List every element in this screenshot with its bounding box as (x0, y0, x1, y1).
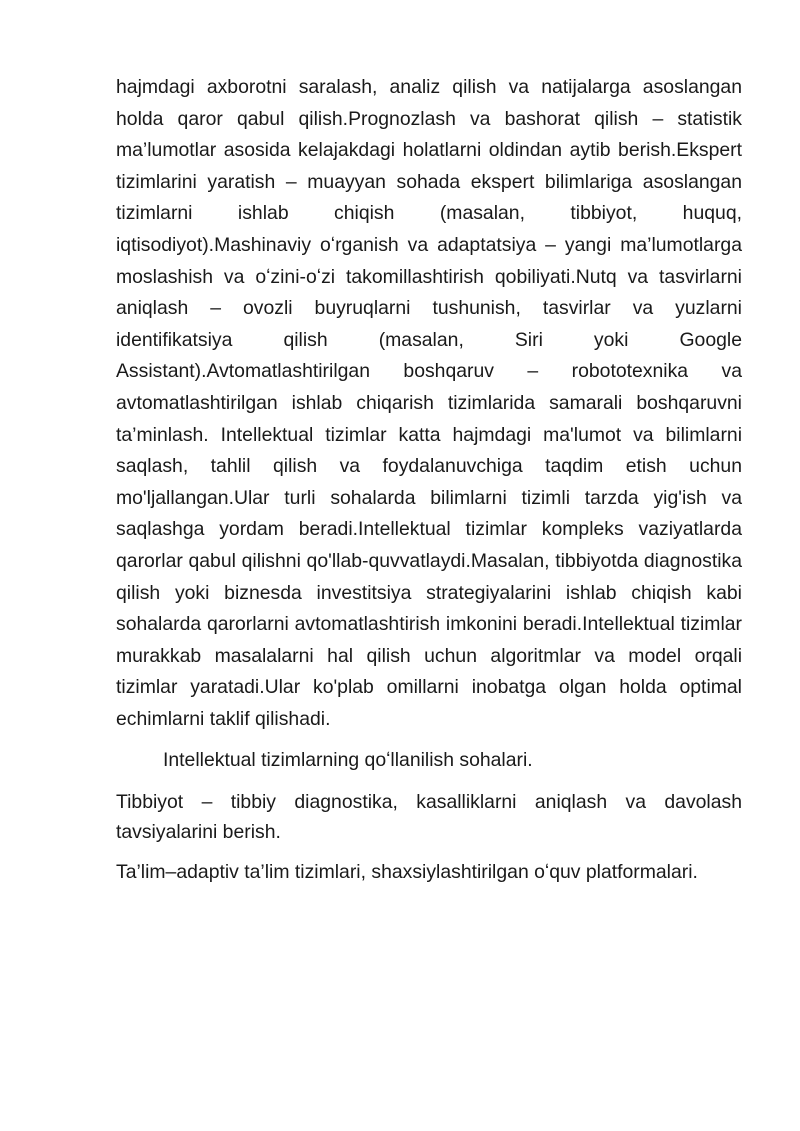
main-paragraph: hajmdagi axborotni saralash, analiz qilish va natijalarga asoslangan holda qaror qabul qilish.Prognozlash va bashorat qilish – statistik ma’lumotlar asosida kelajakdagi holatlarni oldindan aytib berish.Ekspert tizimlarini yaratish – muayyan sohada ekspert bilimlariga asoslangan tizimlarni ishlab chiqish (masalan, tibbiyot, huquq, iqtisodiyot).Mashinaviy oʻrganish va adaptatsiya – yangi ma’lumotlarga moslashish va oʻzini-oʻzi takomillashtirish qobiliyati.Nutq va tasvirlarni aniqlash – ovozli buyruqlarni tushunish, tasvirlar va yuzlarni identifikatsiya qilish (masalan, Siri yoki Google Assistant).Avtomatlashtirilgan boshqaruv – robototexnika va avtomatlashtirilgan ishlab chiqarish tizimlarida samarali boshqaruvni ta’minlash. Intellektual tizimlar katta hajmdagi ma'lumot va bilimlarni saqlash, tahlil qilish va foydalanuvchiga taqdim etish uchun mo'ljallangan.Ular turli sohalarda bilimlarni tizimli tarzda yig'ish va saqlashga yordam beradi.Intellektual tizimlar kompleks vaziyatlarda qarorlar qabul qilishni qo'llab-quvvatlaydi.Masalan, tibbiyotda diagnostika qilish yoki biznesda investitsiya strategiyalarini ishlab chiqish kabi sohalarda qarorlarni avtomatlashtirish imkonini beradi.Intellektual tizimlar murakkab masalalarni hal qilish uchun algoritmlar va model orqali tizimlar yaratadi.Ular ko'plab omillarni inobatga olgan holda optimal echimlarni taklif qilishadi. (116, 76, 742, 730)
section-heading: Intellektual tizimlarning qoʻllanilish sohalari. (163, 749, 533, 772)
list-item: Tibbiyot – tibbiy diagnostika, kasalliklarni aniqlash va davolash tavsiyalarini berish. (116, 791, 742, 844)
list-item: Ta’lim–adaptiv ta’lim tizimlari, shaxsiylashtirilgan oʻquv platformalari. (116, 861, 698, 884)
document-page (116, 72, 742, 897)
